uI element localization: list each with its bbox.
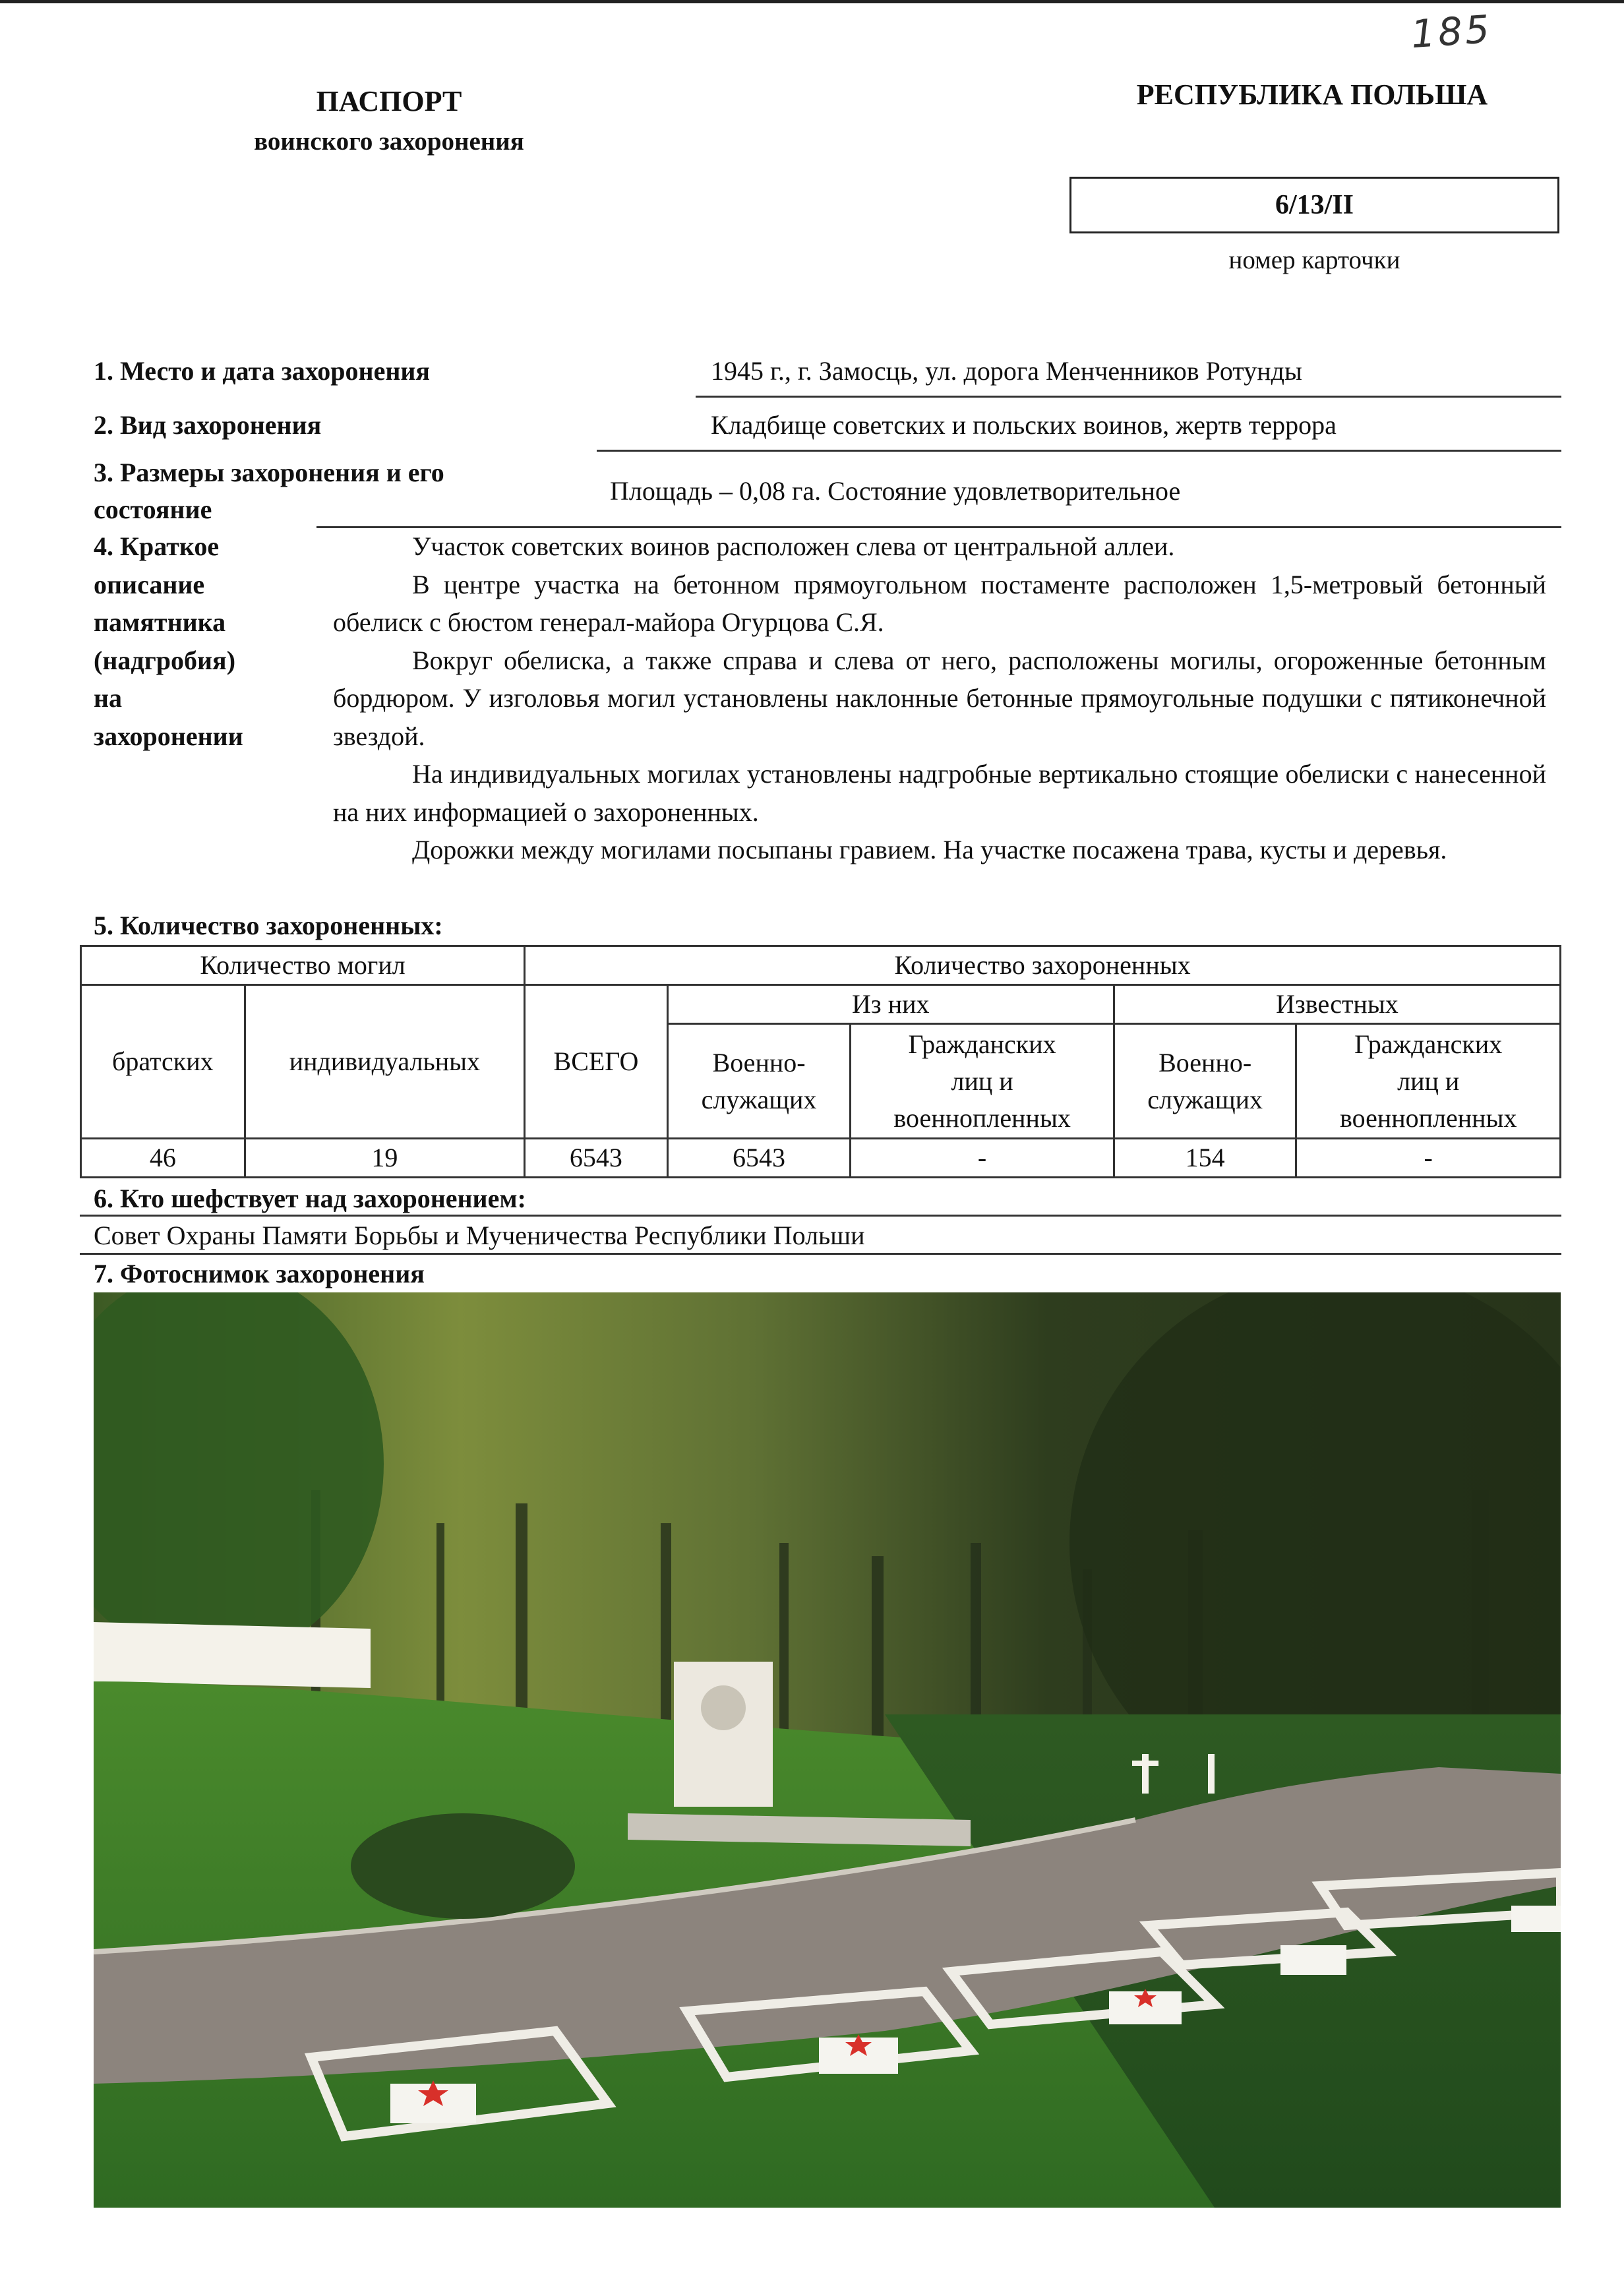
label-line: памятника <box>94 607 226 637</box>
field-type-value: Кладбище советских и польских воинов, жертв террора <box>711 410 1337 440</box>
field-photo-label: 7. Фотоснимок захоронения <box>94 1259 425 1288</box>
description-paragraph: Участок советских воинов расположен слева от центральной аллеи. <box>412 531 1175 561</box>
card-number-box <box>1069 177 1559 233</box>
card-number: 6/13/II <box>1275 190 1354 220</box>
col-known-civil <box>1296 1024 1561 1139</box>
header-line: военнопленных <box>1339 1103 1517 1133</box>
label-line: захоронении <box>94 721 243 751</box>
document-subtitle: воинского захоронения <box>254 127 524 156</box>
shrub <box>351 1813 575 1919</box>
field-size-label <box>94 454 444 528</box>
description-paragraph: В центре участка на бетонном прямоугольном постаменте расположен 1,5-метровый бетонный обелиск с бюстом генерал-майора Огурцова С.Я. <box>333 569 1546 637</box>
value-of-them-military: 6543 <box>667 1139 851 1178</box>
white-wall <box>94 1622 371 1688</box>
col-of-them-civil <box>851 1024 1114 1139</box>
burial-count-table <box>80 945 1561 1178</box>
label-line: (надгробия) <box>94 645 236 675</box>
description-paragraph: На индивидуальных могилах установлены надгробные вертикально стоящие обелиски с нанесенной на них информацией о захороненных. <box>333 759 1546 827</box>
col-of-them-military <box>667 1024 851 1139</box>
field-count-label: 5. Количество захороненных: <box>94 911 443 940</box>
value-mass: 46 <box>81 1139 245 1178</box>
header-line: лиц и <box>951 1066 1013 1096</box>
description-paragraph: Вокруг обелиска, а также справа и слева от него, расположены могилы, огороженные бетонным бордюром. У изголовья могил установлены наклонные бетонные прямоугольные подушки с пятиконечной звездой. <box>333 645 1546 751</box>
divider <box>80 1215 1561 1217</box>
header-line: служащих <box>1147 1084 1263 1114</box>
value-individual: 19 <box>245 1139 524 1178</box>
graves-header: Количество могил <box>81 946 525 985</box>
col-known-military <box>1114 1024 1296 1139</box>
header-line: Гражданских <box>1354 1029 1503 1059</box>
col-individual-header: индивидуальных <box>245 985 524 1139</box>
card-number-label: номер карточки <box>1228 246 1400 274</box>
burial-photo <box>94 1292 1561 2208</box>
value-of-them-civil: - <box>851 1139 1114 1178</box>
field-size-value: Площадь – 0,08 га. Состояние удовлетворительное <box>610 476 1181 506</box>
field-place-date-label: 1. Место и дата захоронения <box>94 356 431 386</box>
obelisk <box>674 1662 773 1807</box>
header-line: военнопленных <box>893 1103 1071 1133</box>
value-known-civil: - <box>1296 1139 1561 1178</box>
label-line: описание <box>94 569 205 599</box>
field-size-label-line1: 3. Размеры захоронения и его <box>94 458 444 487</box>
document-title: ПАСПОРТ <box>316 85 462 117</box>
description-paragraph: Дорожки между могилами посыпаны гравием. На участке посажена трава, кусты и деревья. <box>412 835 1447 864</box>
field-description-label <box>94 528 243 755</box>
scan-edge <box>0 0 1624 3</box>
label-line: 4. Краткое <box>94 531 220 561</box>
divider <box>80 1253 1561 1255</box>
divider <box>696 396 1561 398</box>
field-patron-label: 6. Кто шефствует над захоронением: <box>94 1184 526 1213</box>
cross-marker <box>1142 1754 1149 1794</box>
bust <box>701 1685 746 1730</box>
divider <box>597 450 1561 452</box>
value-total: 6543 <box>525 1139 668 1178</box>
value-known-military: 154 <box>1114 1139 1296 1178</box>
header-line: служащих <box>701 1084 817 1114</box>
header-line: Гражданских <box>908 1029 1056 1059</box>
known-header: Известных <box>1114 985 1560 1024</box>
table-row <box>81 1139 1561 1178</box>
header-line: Военно- <box>712 1047 806 1077</box>
field-type-label: 2. Вид захоронения <box>94 410 322 440</box>
field-description-text <box>333 528 1546 869</box>
buried-header: Количество захороненных <box>525 946 1561 985</box>
col-mass-header: братских <box>81 985 245 1139</box>
field-patron-value: Совет Охраны Памяти Борьбы и Мученичества Республики Польши <box>94 1221 865 1250</box>
field-place-date-value: 1945 г., г. Замосць, ул. дорога Менченников Ротунды <box>711 356 1302 386</box>
field-size-label-line2: состояние <box>94 495 212 524</box>
of-them-header: Из них <box>667 985 1114 1024</box>
header-line: лиц и <box>1397 1066 1460 1096</box>
label-line: на <box>94 683 123 713</box>
header-line: Военно- <box>1158 1047 1252 1077</box>
handwritten-page-number: 185 <box>1409 6 1493 57</box>
country-heading: РЕСПУБЛИКА ПОЛЬША <box>1136 78 1488 111</box>
col-total-header: ВСЕГО <box>525 985 668 1139</box>
